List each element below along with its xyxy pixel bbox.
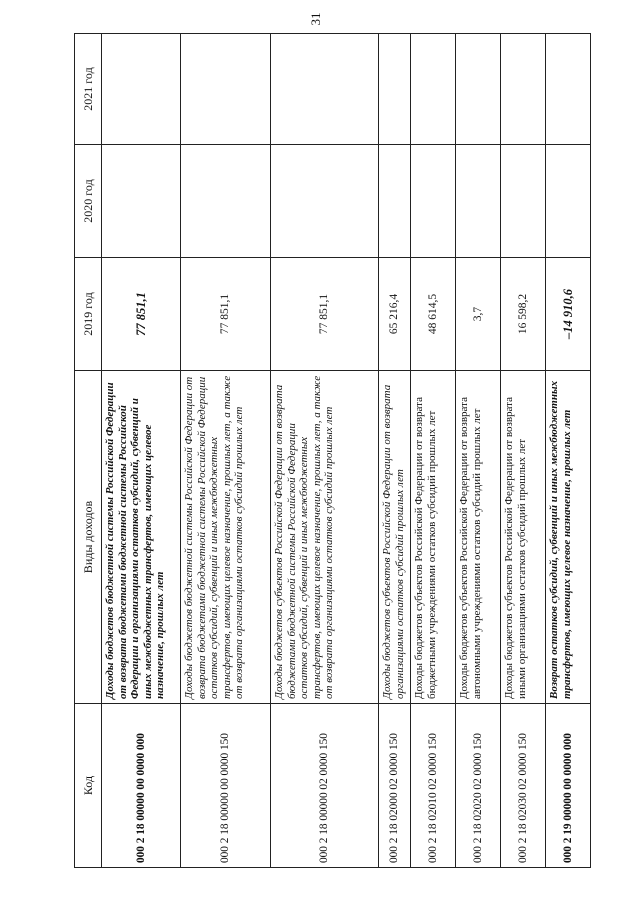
row-value-2019: 77 851,1: [181, 258, 271, 371]
row-name: Доходы бюджетов бюджетной системы Российской Федерации от возврата бюджетами бюджетной системы Российской Федерации остатков субсидий, субвенций и иных межбюджетных трансфертов, имеющих целевое назначение, прошлых лет, а также от возврата организациями остатков субсидий прошлых лет: [181, 371, 271, 704]
row-value-2021: [379, 34, 411, 145]
row-value-2020: [411, 145, 456, 258]
page-number: 31: [308, 12, 323, 26]
header-2021: 2021 год: [75, 34, 102, 145]
row-value-2019: 77 851,1: [102, 258, 181, 371]
table-header-row: [75, 34, 102, 868]
table-row: [456, 34, 501, 868]
row-value-2019: 48 614,5: [411, 258, 456, 371]
row-value-2021: [181, 34, 271, 145]
row-value-2020: [181, 145, 271, 258]
row-name: Доходы бюджетов субъектов Российской Федерации от возврата бюджетами бюджетной системы Российской Федерации остатков субсидий, субвенций и иных межбюджетных трансфертов, имеющих целевое назначение, прошлых лет, а также от возврата организациями остатков субсидий прошлых лет: [271, 371, 379, 704]
row-code: 000 2 18 02030 02 0000 150: [501, 704, 546, 868]
row-value-2019: –14 910,6: [546, 258, 591, 371]
row-code: 000 2 18 00000 00 0000 000: [102, 704, 181, 868]
rotated-table-wrapper: [74, 34, 574, 868]
row-value-2019: 3,7: [456, 258, 501, 371]
row-value-2020: [456, 145, 501, 258]
row-value-2019: 16 598,2: [501, 258, 546, 371]
row-value-2021: [546, 34, 591, 145]
row-code: 000 2 18 02020 02 0000 150: [456, 704, 501, 868]
header-2020: 2020 год: [75, 145, 102, 258]
table-row: [271, 34, 379, 868]
row-value-2021: [456, 34, 501, 145]
row-name: Доходы бюджетов субъектов Российской Федерации от возврата иными организациями остатков субсидий прошлых лет: [501, 371, 546, 704]
row-name: Доходы бюджетов бюджетной системы Российской Федерации от возврата бюджетами бюджетной системы Российской Федерации и организациями остатков субсидий, субвенций и иных межбюджетных трансфертов, имеющих целевое назначение, прошлых лет: [102, 371, 181, 704]
header-name: Виды доходов: [75, 371, 102, 704]
table-row: [411, 34, 456, 868]
revenue-table: [74, 33, 591, 868]
row-value-2021: [271, 34, 379, 145]
row-value-2021: [501, 34, 546, 145]
header-2019: 2019 год: [75, 258, 102, 371]
row-value-2020: [102, 145, 181, 258]
row-value-2019: 65 216,4: [379, 258, 411, 371]
table-row: [501, 34, 546, 868]
row-value-2021: [411, 34, 456, 145]
table-row: [102, 34, 181, 868]
row-code: 000 2 18 00000 02 0000 150: [271, 704, 379, 868]
header-code: Код: [75, 704, 102, 868]
row-value-2021: [102, 34, 181, 145]
row-value-2020: [501, 145, 546, 258]
row-name: Доходы бюджетов субъектов Российской Федерации от возврата бюджетными учреждениями остатков субсидий прошлых лет: [411, 371, 456, 704]
table-row: [181, 34, 271, 868]
row-name: Возврат остатков субсидий, субвенций и иных межбюджетных трансфертов, имеющих целевое назначение, прошлых лет: [546, 371, 591, 704]
row-value-2020: [271, 145, 379, 258]
row-value-2020: [546, 145, 591, 258]
table-row: [546, 34, 591, 868]
row-name: Доходы бюджетов субъектов Российской Федерации от возврата автономными учреждениями остатков субсидий прошлых лет: [456, 371, 501, 704]
table-row: [379, 34, 411, 868]
row-code: 000 2 18 02000 02 0000 150: [379, 704, 411, 868]
row-value-2019: 77 851,1: [271, 258, 379, 371]
row-code: 000 2 18 00000 00 0000 150: [181, 704, 271, 868]
row-code: 000 2 18 02010 02 0000 150: [411, 704, 456, 868]
row-code: 000 2 19 00000 00 0000 000: [546, 704, 591, 868]
row-value-2020: [379, 145, 411, 258]
row-name: Доходы бюджетов субъектов Российской Федерации от возврата организациями остатков субсидий прошлых лет: [379, 371, 411, 704]
